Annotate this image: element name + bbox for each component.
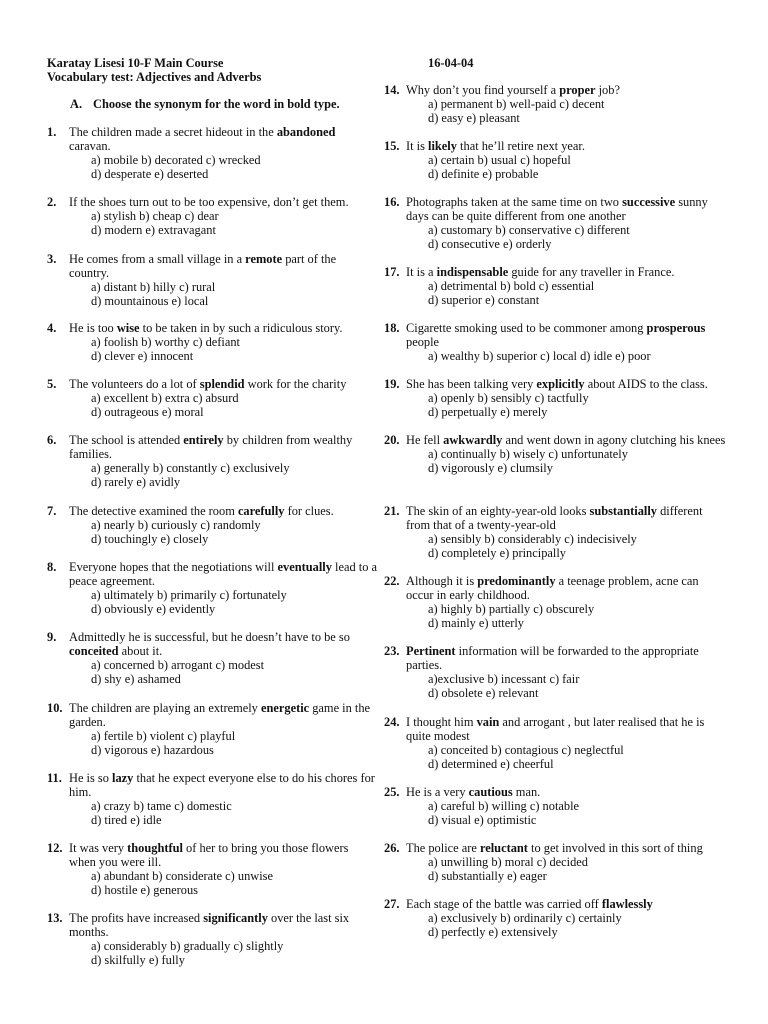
target-word: eventually [277, 560, 332, 574]
question-stem: Cigarette smoking used to be commoner among prosperous people [406, 321, 706, 349]
target-word: carefully [237, 504, 285, 518]
options-row: d) vigorous e) hazardous [91, 743, 214, 757]
test-title-subject: Vocabulary test: Adjectives and Adverbs [47, 70, 262, 84]
question-number: 24. [384, 715, 400, 729]
question-number: 10. [47, 701, 63, 715]
options-row: d) touchingly e) closely [91, 532, 209, 546]
test-date: 16-04-04 [428, 56, 474, 70]
question-number: 1. [47, 125, 57, 139]
target-word: remote [245, 252, 283, 266]
target-word: substantially [589, 504, 657, 518]
options-row: a) conceited b) contagious c) neglectful [428, 743, 624, 757]
section-instruction: Choose the synonym for the word in bold type. [93, 97, 340, 111]
question-stem: If the shoes turn out to be too expensive, don’t get them. [69, 195, 349, 209]
question-stem: It was very thoughtful of her to bring you those flowers when you were ill. [69, 841, 349, 869]
question-number: 13. [47, 911, 63, 925]
target-word: explicitly [536, 377, 585, 391]
question-number: 25. [384, 785, 400, 799]
options-row: a) nearly b) curiously c) randomly [91, 518, 261, 532]
question-number: 14. [384, 83, 400, 97]
options-row: a) stylish b) cheap c) dear [91, 209, 219, 223]
question-stem: Each stage of the battle was carried off flawlessly [406, 897, 653, 911]
question-stem: Pertinent information will be forwarded to the appropriate parties. [406, 644, 699, 672]
question-stem: He is so lazy that he expect everyone else to do his chores for him. [69, 771, 375, 799]
options-row: d) perpetually e) merely [428, 405, 548, 419]
question-number: 9. [47, 630, 57, 644]
options-row: a)exclusive b) incessant c) fair [428, 672, 580, 686]
question-22 [384, 574, 729, 630]
question-23 [384, 644, 729, 700]
question-stem: The police are reluctant to get involved in this sort of thing [406, 841, 703, 855]
target-word: thoughtful [127, 841, 183, 855]
options-row: d) modern e) extravagant [91, 223, 216, 237]
options-row: d) obviously e) evidently [91, 602, 216, 616]
question-stem: The profits have increased significantly over the last six months. [69, 911, 350, 939]
options-row: a) wealthy b) superior c) local d) idle e) poor [428, 349, 651, 363]
question-stem: The children are playing an extremely energetic game in the garden. [69, 701, 371, 729]
question-number: 3. [47, 252, 57, 266]
question-26 [384, 841, 729, 883]
target-word: conceited [69, 644, 119, 658]
target-word: energetic [260, 701, 310, 715]
question-14 [384, 83, 729, 125]
question-stem: He is too wise to be taken in by such a ridiculous story. [69, 321, 343, 335]
section-heading [70, 97, 340, 111]
options-row: a) unwilling b) moral c) decided [428, 855, 588, 869]
question-number: 12. [47, 841, 63, 855]
question-stem: The skin of an eighty-year-old looks substantially different from that of a twenty-year-old [406, 504, 703, 532]
options-row: a) sensibly b) considerably c) indecisively [428, 532, 637, 546]
options-row: d) rarely e) avidly [91, 475, 181, 489]
question-stem: The children made a secret hideout in the abandoned caravan. [69, 125, 336, 153]
question-24 [384, 715, 729, 771]
question-8 [47, 560, 377, 616]
question-number: 26. [384, 841, 400, 855]
options-row: d) perfectly e) extensively [428, 925, 558, 939]
question-21 [384, 504, 729, 560]
target-word: proper [559, 83, 596, 97]
target-word: indispensable [436, 265, 509, 279]
question-1 [47, 125, 377, 181]
question-number: 23. [384, 644, 400, 658]
question-stem: She has been talking very explicitly about AIDS to the class. [406, 377, 708, 391]
target-word: successive [622, 195, 676, 209]
question-number: 15. [384, 139, 400, 153]
question-number: 2. [47, 195, 57, 209]
question-stem: Why don’t you find yourself a proper job? [406, 83, 620, 97]
target-word: cautious [468, 785, 513, 799]
question-16 [384, 195, 729, 251]
options-row: a) ultimately b) primarily c) fortunately [91, 588, 287, 602]
options-row: d) outrageous e) moral [91, 405, 204, 419]
question-stem: Everyone hopes that the negotiations will eventually lead to a peace agreement. [69, 560, 377, 588]
question-number: 27. [384, 897, 400, 911]
question-number: 5. [47, 377, 57, 391]
question-stem: I thought him vain and arrogant , but later realised that he is quite modest [406, 715, 705, 743]
question-12 [47, 841, 377, 897]
options-row: a) excellent b) extra c) absurd [91, 391, 239, 405]
target-word: abandoned [276, 125, 336, 139]
options-row: d) tired e) idle [91, 813, 162, 827]
options-row: a) abundant b) considerate c) unwise [91, 869, 273, 883]
options-row: a) exclusively b) ordinarily c) certainly [428, 911, 622, 925]
question-stem: Although it is predominantly a teenage problem, acne can occur in early childhood. [406, 574, 699, 602]
options-row: d) shy e) ashamed [91, 672, 181, 686]
question-2 [47, 195, 377, 237]
section-letter: A. [70, 97, 83, 111]
question-number: 4. [47, 321, 57, 335]
question-number: 7. [47, 504, 57, 518]
options-row: d) substantially e) eager [428, 869, 547, 883]
options-row: a) mobile b) decorated c) wrecked [91, 153, 261, 167]
options-row: d) definite e) probable [428, 167, 539, 181]
options-row: d) hostile e) generous [91, 883, 199, 897]
options-row: d) desperate e) deserted [91, 167, 209, 181]
question-number: 8. [47, 560, 57, 574]
target-word: Pertinent [406, 644, 456, 658]
options-row: a) highly b) partially c) obscurely [428, 602, 595, 616]
options-row: d) clever e) innocent [91, 349, 194, 363]
options-row: a) generally b) constantly c) exclusively [91, 461, 290, 475]
question-stem: The school is attended entirely by children from wealthy families. [69, 433, 353, 461]
options-row: a) openly b) sensibly c) tactfully [428, 391, 589, 405]
question-stem: He fell awkwardly and went down in agony clutching his knees [406, 433, 726, 447]
target-word: likely [428, 139, 457, 153]
question-stem: He comes from a small village in a remote part of the country. [69, 252, 337, 280]
options-row: a) customary b) conservative c) different [428, 223, 630, 237]
question-number: 11. [47, 771, 62, 785]
target-word: vain [476, 715, 500, 729]
test-title-school: Karatay Lisesi 10-F Main Course [47, 56, 224, 70]
question-stem: He is a very cautious man. [406, 785, 541, 799]
options-row: d) vigorously e) clumsily [428, 461, 553, 475]
question-7 [47, 504, 377, 546]
question-9 [47, 630, 377, 686]
options-row: d) mountainous e) local [91, 294, 209, 308]
options-row: a) continually b) wisely c) unfortunately [428, 447, 628, 461]
question-number: 22. [384, 574, 400, 588]
question-25 [384, 785, 729, 827]
question-18 [384, 321, 729, 363]
options-row: d) obsolete e) relevant [428, 686, 539, 700]
options-row: a) concerned b) arrogant c) modest [91, 658, 265, 672]
question-stem: It is likely that he’ll retire next year. [406, 139, 585, 153]
options-row: d) skilfully e) fully [91, 953, 185, 967]
question-19 [384, 377, 729, 419]
target-word: significantly [203, 911, 268, 925]
options-row: a) crazy b) tame c) domestic [91, 799, 232, 813]
question-stem: The detective examined the room carefully for clues. [69, 504, 334, 518]
target-word: wise [116, 321, 140, 335]
target-word: predominantly [477, 574, 556, 588]
options-row: a) permanent b) well-paid c) decent [428, 97, 605, 111]
question-stem: The volunteers do a lot of splendid work for the charity [69, 377, 347, 391]
options-row: a) careful b) willing c) notable [428, 799, 580, 813]
question-17 [384, 265, 729, 307]
target-word: splendid [199, 377, 245, 391]
question-6 [47, 433, 377, 489]
question-number: 18. [384, 321, 400, 335]
question-number: 20. [384, 433, 400, 447]
question-3 [47, 252, 377, 308]
question-20 [384, 433, 729, 475]
question-4 [47, 321, 377, 363]
question-number: 21. [384, 504, 400, 518]
options-row: a) certain b) usual c) hopeful [428, 153, 571, 167]
options-row: d) determined e) cheerful [428, 757, 554, 771]
question-number: 6. [47, 433, 57, 447]
question-15 [384, 139, 729, 181]
options-row: d) superior e) constant [428, 293, 540, 307]
question-number: 17. [384, 265, 400, 279]
question-10 [47, 701, 377, 757]
question-5 [47, 377, 377, 419]
target-word: reluctant [479, 841, 528, 855]
options-row: a) detrimental b) bold c) essential [428, 279, 595, 293]
target-word: awkwardly [443, 433, 503, 447]
options-row: d) completely e) principally [428, 546, 566, 560]
options-row: a) fertile b) violent c) playful [91, 729, 236, 743]
question-number: 19. [384, 377, 400, 391]
options-row: a) considerably b) gradually c) slightly [91, 939, 284, 953]
target-word: entirely [183, 433, 224, 447]
options-row: d) visual e) optimistic [428, 813, 537, 827]
question-stem: Photographs taken at the same time on two successive sunny days can be quite different from one another [406, 195, 708, 223]
question-13 [47, 911, 377, 967]
target-word: prosperous [646, 321, 706, 335]
question-27 [384, 897, 729, 939]
options-row: d) mainly e) utterly [428, 616, 524, 630]
question-number: 16. [384, 195, 400, 209]
options-row: d) easy e) pleasant [428, 111, 520, 125]
options-row: a) foolish b) worthy c) defiant [91, 335, 240, 349]
options-row: d) consecutive e) orderly [428, 237, 552, 251]
question-stem: Admittedly he is successful, but he doesn’t have to be so conceited about it. [69, 630, 350, 658]
options-row: a) distant b) hilly c) rural [91, 280, 216, 294]
target-word: lazy [112, 771, 134, 785]
target-word: flawlessly [601, 897, 653, 911]
question-stem: It is a indispensable guide for any traveller in France. [406, 265, 675, 279]
question-11 [47, 771, 377, 827]
